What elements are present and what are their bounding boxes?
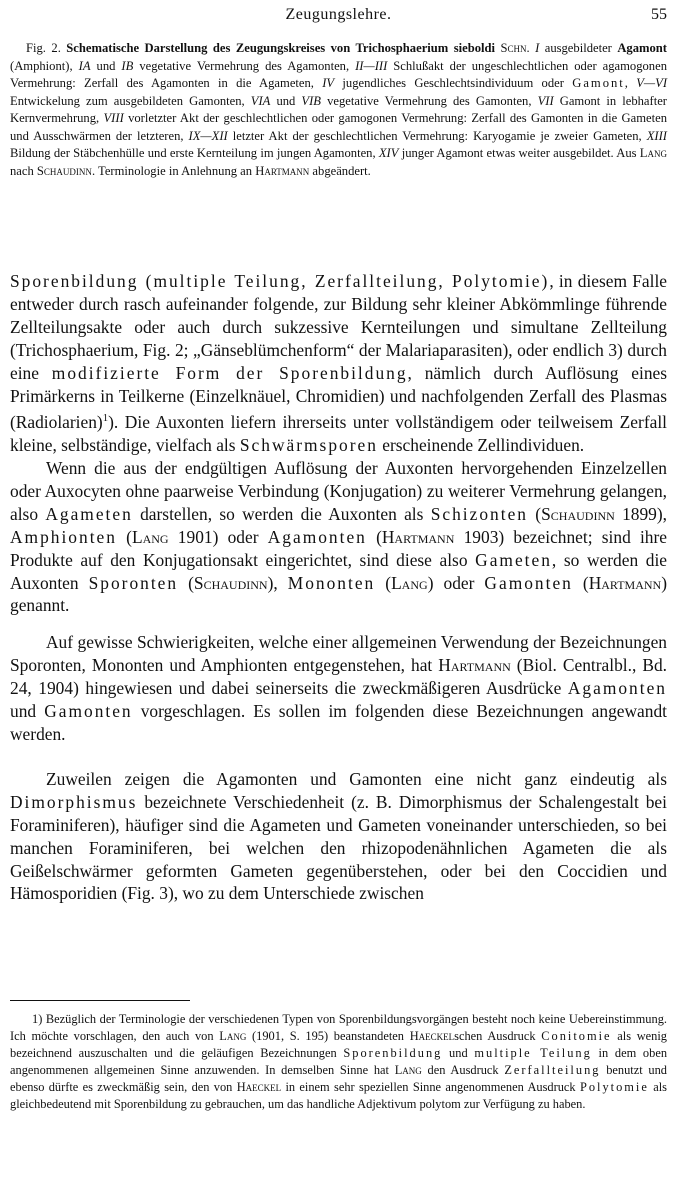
paragraphs.1.runs-run: Amphionten	[10, 526, 117, 547]
caption-run: und	[90, 58, 122, 73]
caption-run: Schn.	[500, 41, 530, 55]
paragraphs.0.runs-run: erscheinende Zellindividuen.	[377, 435, 585, 456]
paragraphs.1.runs-run: Mononten	[287, 572, 376, 593]
paragraphs.1.runs-run: (	[366, 526, 382, 547]
body-paragraph	[10, 270, 667, 457]
paragraphs.0.runs-run: 1	[102, 412, 109, 425]
paragraphs.1.runs-run: Gameten	[475, 549, 552, 570]
paragraphs.1.runs-run: 1901) oder	[168, 526, 268, 547]
paragraphs.3.runs-run: Dimorphismus	[10, 791, 138, 812]
footnote-run: als gleichbedeutend mit Sporenbildung zu gebrauchen, um das handliche Adjektivum polytom zur Verfügung zu haben.	[10, 1080, 667, 1112]
footnote-run: (1901, S. 195) beanstandeten	[246, 1029, 410, 1044]
caption-run: Fig. 2.	[26, 41, 67, 55]
caption-run: ausgebildeter	[539, 41, 618, 55]
page-header	[10, 6, 667, 28]
paragraphs.2.runs-run: Hartmann	[438, 655, 511, 676]
caption-run: jugendliches Geschlechtsindividuum oder	[334, 76, 573, 90]
paragraphs.1.runs-run: darstellen, so werden die Auxonten als	[132, 503, 431, 524]
paragraphs.0.runs-run: Schwärmsporen	[239, 435, 378, 456]
caption-run: II—III	[355, 58, 388, 73]
paragraphs.1.runs-run: ),	[267, 572, 288, 593]
caption-run: VIB	[301, 93, 322, 108]
caption-run: VIA	[250, 93, 271, 108]
paragraphs.0.runs-run: , in diesem Falle entweder durch rasch aufeinander folgende, zur Bildung sehr kleiner Abkömmlinge führende Zellteilungsakte oder auch durch sukzessive Kernteilungen und simultane Zellteilung (Trichosphaerium, Fig. 2; „Gänseblümchenform“ der Malariaparasiten), oder endlich 3) durch eine	[10, 271, 667, 383]
paragraphs.1.runs-run: Hartmann	[381, 526, 455, 547]
caption-run: Schaudinn	[36, 163, 92, 178]
paragraphs.1.runs-run: 1903) bezeichnet; sind ihre Produkte auf den Konjugationsakt eingerichtet, sind diese also	[10, 526, 668, 570]
body-paragraph	[10, 768, 667, 905]
footnote-run: als wenig bezeichnend auszuschalten und die geläufigen Bezeichnungen	[10, 1029, 667, 1061]
caption-run: IV	[322, 76, 335, 90]
caption-run: vegetative Vermehrung des Gamonten,	[321, 93, 538, 108]
paragraphs.1.runs-run: Sporonten	[88, 572, 179, 593]
paragraphs.1.runs-run: (	[572, 572, 589, 593]
footnote-run: in einem sehr speziellen Sinne angenommenen Ausdruck	[281, 1080, 580, 1095]
paragraphs.1.runs-run: Lang	[131, 526, 169, 547]
footnote-rule	[10, 1000, 190, 1001]
caption-run: junger Agamont etwas weiter ausgebildet. Aus	[398, 146, 640, 160]
caption-run: Hartmann	[255, 163, 310, 178]
paragraphs.1.runs-run: Schizonten	[430, 503, 528, 524]
paragraphs.2.runs-run: Gamonten	[44, 701, 133, 722]
footnote-run: multiple Teilung	[474, 1046, 592, 1061]
caption-run: Schematische Darstellung des Zeugungskreises von Trichosphaerium sieboldi	[66, 41, 496, 55]
paragraphs.1.runs-run: (	[178, 572, 194, 593]
paragraphs.1.runs-run: 1899),	[614, 503, 668, 524]
caption-run: Gamont	[572, 76, 625, 90]
footnote-run: und	[442, 1046, 475, 1061]
caption-run: . Terminologie in Anlehnung an	[91, 163, 256, 178]
caption-run: XIV	[378, 146, 399, 160]
caption-run: VIII	[103, 111, 124, 125]
caption-run: Bildung der Stäbchenhülle und erste Kernteilung im jungen Agamonten,	[10, 146, 379, 160]
paragraphs.1.runs-run: Schaudinn	[193, 572, 268, 593]
paragraphs.0.runs-run: Sporenbildung (multiple Teilung, Zerfallteilung, Polytomie)	[10, 271, 550, 291]
paragraphs.1.runs-run: ) oder	[427, 572, 485, 593]
caption-run: letzter Akt der geschlechtlichen Vermehrung: Karyogamie je zweier Gameten,	[227, 128, 647, 143]
page-number: 55	[651, 6, 667, 23]
caption-run: IB	[121, 58, 134, 73]
paragraphs.2.runs-run: (Biol. Centralbl., Bd. 24, 1904) hingewiesen und dabei seinerseits die zweckmäßigeren Ausdrücke	[10, 655, 667, 699]
footnote-run: Zerfallteilung	[504, 1063, 601, 1078]
caption-run: (Amphiont),	[10, 58, 79, 73]
caption-run: Lang	[639, 146, 667, 160]
paragraphs.1.runs-run: Gamonten	[484, 572, 573, 593]
caption-run: Schlußakt der ungeschlechtlichen oder agamogonen Vermehrung: Zerfall des Agamonten in die Agameten,	[10, 58, 667, 90]
paragraphs.3.runs-run: bezeichnete Verschiedenheit (z. B. Dimorphismus der Schalengestalt bei Foraminiferen), häufiger sind die Agameten und Gameten voneinander unterschieden, so bei manchen Foraminiferen, bei welchen den rhizopodenähnlichen Agameten die als Geißelschwärmer geformten Gameten gegenüberstehen, oder bei den Coccidien und Hämosporidien (Fig. 3), wo zu dem Unterschiede zwischen	[10, 791, 667, 904]
paragraphs.2.runs-run: und	[10, 701, 45, 722]
caption-run: Entwickelung zum ausgebildeten Gamonten,	[10, 93, 251, 108]
paragraphs.1.runs-run: Lang	[391, 572, 428, 593]
footnote-run: Sporenbildung	[343, 1046, 443, 1061]
footnote-run: 1) Bezüglich der Terminologie der verschiedenen Typen von Sporenbildungsvorgängen besteht noch keine Uebereinstimmung. Ich möchte vorschlagen, den auch von	[10, 1012, 667, 1044]
footnote-run: Haeckel	[236, 1080, 282, 1095]
caption-run: vorletzter Akt der geschlechtlichen oder gamogonen Vermehrung: Zerfall des Gamonten in die Gameten und Ausschwärmen der letzteren,	[10, 111, 667, 143]
body-text	[10, 270, 667, 905]
body-paragraph	[10, 457, 667, 617]
body-paragraph	[10, 631, 667, 746]
footnote	[10, 1011, 667, 1114]
paragraphs.2.runs-run: vorgeschlagen. Es sollen im folgenden diese Bezeichnungen angewandt werden.	[10, 701, 667, 745]
caption-run: Gamont in lebhafter Kernvermehrung,	[10, 93, 667, 125]
caption-run: VII	[537, 93, 554, 108]
paragraphs.2.runs-run: Auf gewisse Schwierigkeiten, welche einer allgemeinen Verwendung der Bezeichnungen Sporonten, Mononten und Amphionten entgegenstehen, hat	[10, 632, 667, 676]
caption-run: Agamont	[617, 41, 667, 55]
footnote-run: den Ausdruck	[421, 1063, 505, 1078]
caption-run: vegetative Vermehrung des Agamonten,	[133, 58, 356, 73]
footnote-run: in dem oben angenommenen allgemeinen Sinne anzuwenden. In demselben Sinne hat	[10, 1046, 668, 1078]
paragraphs.3.runs-run: Zuweilen zeigen die Agamonten und Gamonten eine nicht ganz eindeutig als	[46, 768, 667, 789]
caption-run: IA	[78, 58, 91, 73]
footnote-run: Haeckel	[409, 1029, 455, 1044]
paragraphs.1.runs-run: Agameten	[45, 503, 133, 524]
paragraphs.1.runs-run: Hartmann	[588, 572, 662, 593]
footnote-run: Polytomie	[579, 1080, 649, 1095]
paragraphs.1.runs-run: ) genannt.	[10, 572, 667, 616]
paragraphs.1.runs-run: (	[375, 572, 392, 593]
caption-run: abgeändert.	[309, 163, 371, 178]
caption-run: IX—XII	[188, 128, 228, 143]
figure-caption	[10, 40, 667, 180]
paragraphs.1.runs-run: Wenn die aus der endgültigen Auflösung der Auxonten hervorgehenden Einzelzellen oder Auxocyten ohne paarweise Verbindung (Konjugation) zu weiterer Vermehrung gelangen, also	[10, 458, 667, 524]
footnote-paragraph	[10, 1011, 667, 1114]
paragraphs.1.runs-run: (	[116, 526, 132, 547]
paragraphs.0.runs-run: , nämlich durch Auflösung eines Primärkerns in Teilkerne (Einzelknäuel, Chromidien) und nachfolgenden Zerfall des Plasmas (Radiolarien)	[10, 362, 667, 433]
paragraphs.1.runs-run: Schaudinn	[541, 503, 615, 524]
paragraphs.1.runs-run: , so werden die Auxonten	[10, 549, 667, 593]
caption-run: XIII	[646, 128, 667, 143]
paragraphs.2.runs-run: Agamonten	[567, 678, 667, 699]
paragraphs.1.runs-run: (	[528, 503, 542, 524]
caption-run: nach	[10, 163, 37, 178]
footnote-run: Conitomie	[541, 1029, 612, 1044]
footnote-run: Lang	[394, 1063, 422, 1078]
paragraphs.1.runs-run: Agamonten	[267, 526, 367, 547]
caption-run: ,	[624, 76, 637, 90]
running-head: Zeugungslehre.	[285, 6, 392, 23]
footnote-run: schen Ausdruck	[454, 1029, 542, 1044]
paragraphs.0.runs-run: modifizierte Form der Sporenbildung	[51, 362, 408, 383]
paragraphs.0.runs-run: ). Die Auxonten liefern ihrerseits unter vollständigem oder teilweisem Zerfall kleine, selbständige, vielfach als	[10, 412, 667, 456]
footnote-run: benutzt und ebenso dürfte es zweckmäßig sein, den von	[10, 1063, 667, 1095]
footnote-run: Lang	[219, 1029, 247, 1044]
caption-run: I	[535, 41, 540, 55]
caption-run: und	[270, 93, 302, 108]
caption-run: V—VI	[636, 76, 668, 90]
